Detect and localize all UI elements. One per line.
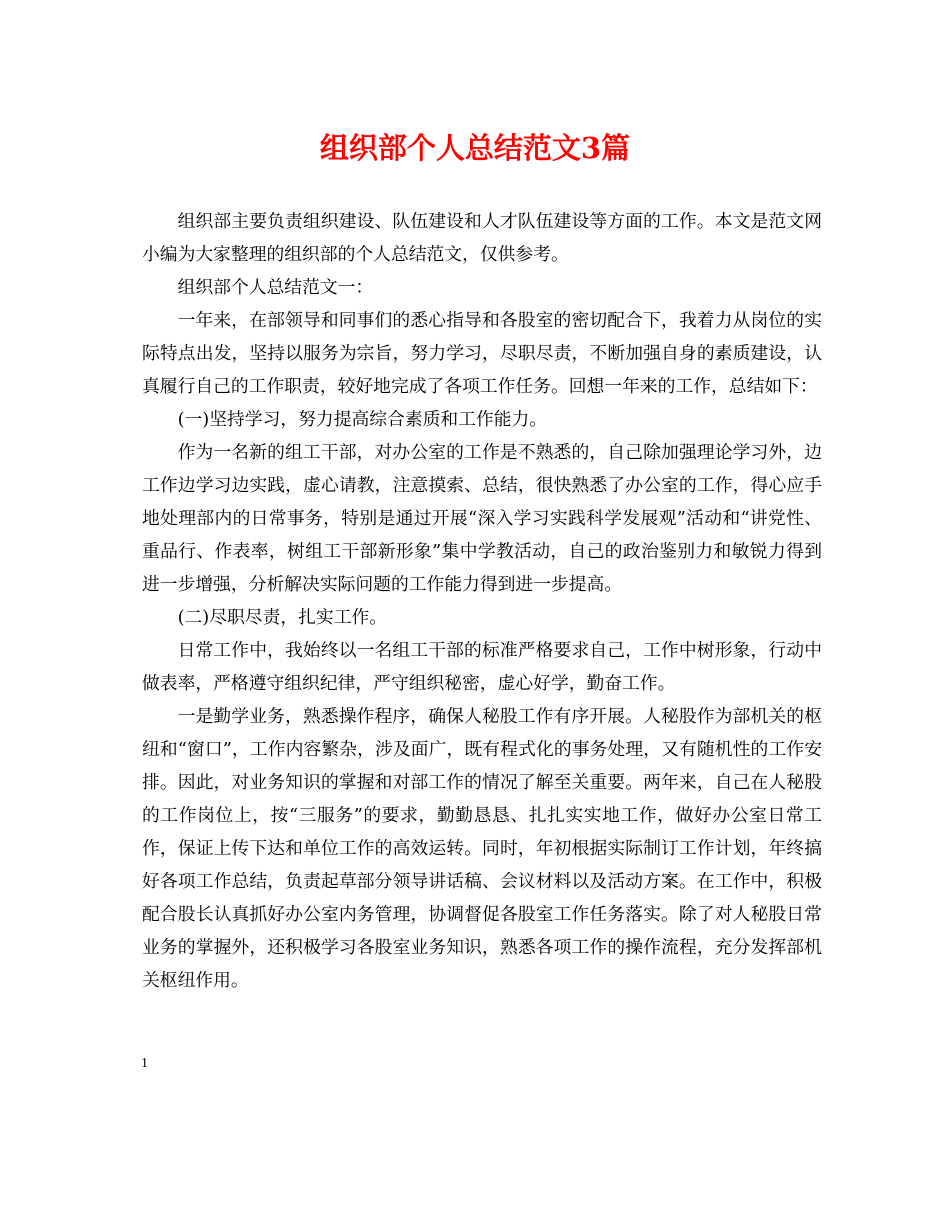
paragraph: 组织部主要负责组织建设、队伍建设和人才队伍建设等方面的工作。本文是范文网小编为大家整理的组织部的个人总结范文，仅供参考。 bbox=[142, 211, 822, 265]
paragraph: 一年来，在部领导和同事们的悉心指导和各股室的密切配合下，我着力从岗位的实际特点出发，坚持以服务为宗旨，努力学习，尽职尽责，不断加强自身的素质建设，认真履行自己的工作职责，较好地完成了各项工作任务。回想一年来的工作，总结如下： bbox=[142, 310, 822, 397]
paragraph: (一)坚持学习，努力提高综合素质和工作能力。 bbox=[177, 409, 548, 430]
document-body bbox=[142, 205, 822, 997]
document-title: 组织部个人总结范文3篇 bbox=[319, 131, 631, 165]
page-number: 1 bbox=[141, 1056, 148, 1071]
paragraph: 作为一名新的组工干部，对办公室的工作是不熟悉的，自己除加强理论学习外，边工作边学习边实践，虚心请教，注意摸索、总结，很快熟悉了办公室的工作，得心应手地处理部内的日常事务，特别是通过开展“深入学习实践科学发展观”活动和“讲党性、重品行、作表率，树组工干部新形象”集中学教活动，自己的政治鉴别力和敏锐力得到进一步增强，分析解决实际问题的工作能力得到进一步提高。 bbox=[142, 442, 822, 595]
paragraph: 日常工作中，我始终以一名组工干部的标准严格要求自己，工作中树形象，行动中做表率，严格遵守组织纪律，严守组织秘密，虚心好学，勤奋工作。 bbox=[142, 640, 822, 694]
paragraph: 组织部个人总结范文一： bbox=[177, 277, 374, 298]
paragraph: 一是勤学业务，熟悉操作程序，确保人秘股工作有序开展。人秘股作为部机关的枢纽和“窗口”，工作内容繁杂，涉及面广，既有程式化的事务处理，又有随机性的工作安排。因此，对业务知识的掌握和对部工作的情况了解至关重要。两年来，自己在人秘股的工作岗位上，按“三服务”的要求，勤勤恳恳、扎扎实实地工作，做好办公室日常工作，保证上传下达和单位工作的高效运转。同时，年初根据实际制订工作计划，年终搞好各项工作总结，负责起草部分领导讲话稿、会议材料以及活动方案。在工作中，积极配合股长认真抓好办公室内务管理，协调督促各股室工作任务落实。除了对人秘股日常业务的掌握外，还积极学习各股室业务知识，熟悉各项工作的操作流程，充分发挥部机关枢纽作用。 bbox=[142, 706, 822, 991]
paragraph: (二)尽职尽责，扎实工作。 bbox=[177, 607, 388, 628]
